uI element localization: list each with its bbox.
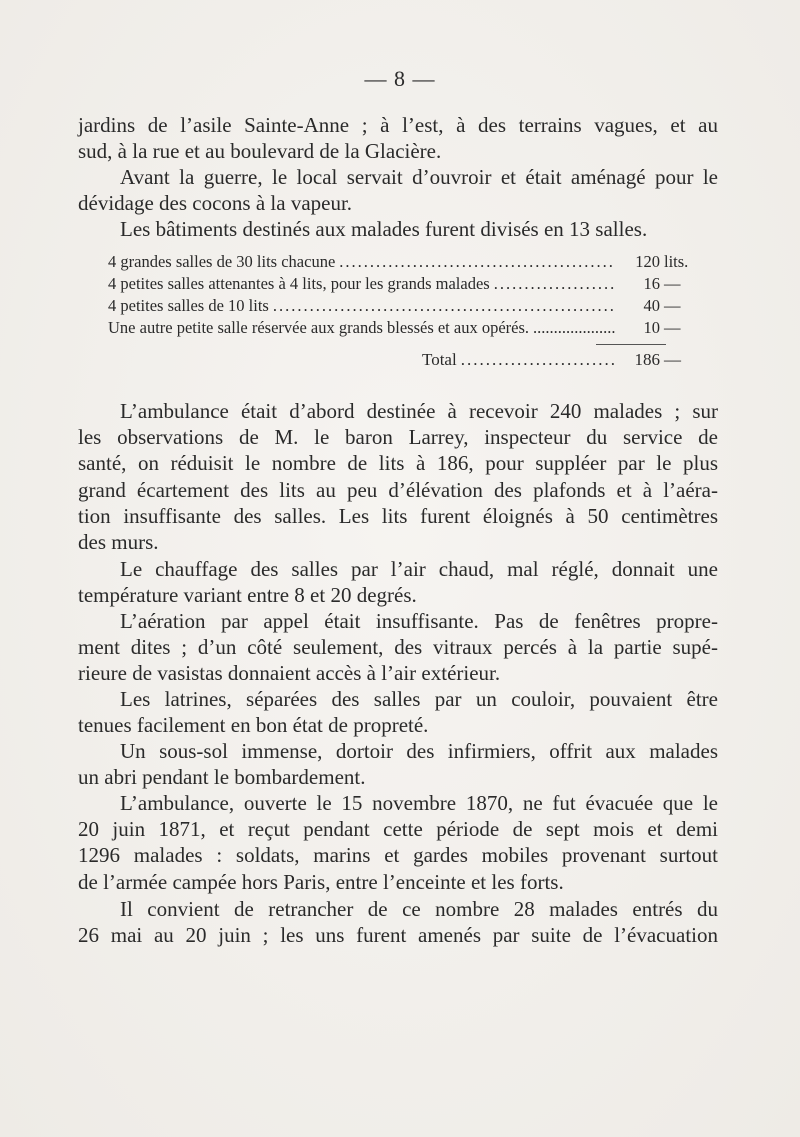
paragraph-continuation [78,112,718,164]
text-line: de l’armée campée hors Paris, entre l’enceinte et les forts. [78,869,564,894]
text-line: jardins de l’asile Sainte-Anne ; à l’est, à des terrains vagues, et au [78,113,718,137]
dot-leader [533,318,616,338]
row-label: 4 petites salles de 10 lits [108,296,269,315]
paragraph-ambulance [78,398,718,555]
text-line: Les latrines, séparées des salles par un couloir, pouvaient être [120,687,718,711]
total-unit: — [664,350,681,369]
row-count: 40 [643,296,660,315]
text-line: L’ambulance était d’abord destinée à recevoir 240 malades ; sur [120,399,718,423]
row-unit: — [664,296,681,315]
text-line: Avant la guerre, le local servait d’ouvroir et était aménagé pour le [120,165,718,189]
row-label: Une autre petite salle réservée aux grands blessés et aux opérés. [108,318,530,337]
dot-leader [273,296,616,316]
page-number: — 8 — [364,66,436,91]
text-line: sud, à la rue et au boulevard de la Glacière. [78,139,442,164]
text-line: 26 mai au 20 juin ; les uns furent amenés par suite de l’évacuation [78,923,718,948]
paragraph-heating [78,556,718,608]
row-count: 16 [643,274,660,293]
paragraph-latrines [78,686,718,738]
text-line: tenues facilement en bon état de propreté. [78,713,429,738]
text-line: Il convient de retrancher de ce nombre 28 malades entrés du [120,897,718,921]
paragraph-basement [78,738,718,790]
row-count: 120 [635,252,660,271]
text-line: grand écartement des lits au peu d’élévation des plafonds et à l’aéra- [78,477,718,502]
text-line: santé, on réduisit le nombre de lits à 186, pour suppléer par le plus [78,451,718,476]
paragraph-aeration [78,608,718,687]
row-label: 4 grandes salles de 30 lits chacune [108,252,336,271]
dot-leader [339,252,616,272]
text-line: tion insuffisante des salles. Les lits furent éloignés à 50 centimètres [78,503,718,528]
row-unit: — [664,318,681,337]
text-line: un abri pendant le bombardement. [78,765,366,790]
text-line: 1296 malades : soldats, marins et gardes mobiles provenant surtout [78,843,718,868]
row-label: 4 petites salles attenantes à 4 lits, pour les grands malades [108,274,490,293]
text-line: dévidage des cocons à la vapeur. [78,191,353,216]
text-line: 20 juin 1871, et reçut pendant cette période de sept mois et demi [78,817,718,842]
dot-leader [461,350,616,370]
table-row [108,318,708,340]
text-line: Les bâtiments destinés aux malades furent divisés en 13 salles. [120,217,648,241]
total-count: 186 [634,350,660,369]
text-line: des murs. [78,530,159,555]
paragraph-opening [78,790,718,895]
table-row [108,274,708,296]
text-line: les observations de M. le baron Larrey, inspecteur du service de [78,425,718,450]
table-row [108,296,708,318]
beds-table [108,252,708,340]
table-total-row [422,350,708,370]
text-line: L’aération par appel était insuffisante. Pas de fenêtres propre- [120,609,718,633]
paragraph-retrenchment [78,896,718,948]
text-line: température variant entre 8 et 20 degrés. [78,583,417,608]
paragraph-before-war [78,164,718,216]
text-line: Un sous-sol immense, dortoir des infirmiers, offrit aux malades [120,739,718,763]
dot-leader [494,274,616,294]
text-line: Le chauffage des salles par l’air chaud, mal réglé, donnait une [120,557,718,581]
text-line: ment dites ; d’un côté seulement, des vitraux percés à la partie supé- [78,635,718,660]
text-line: L’ambulance, ouverte le 15 novembre 1870, ne fut évacuée que le [120,791,718,815]
total-label: Total [422,350,457,369]
row-count: 10 [643,318,660,337]
paragraph-buildings [78,216,718,242]
text-line: rieure de vasistas donnaient accès à l’air extérieur. [78,661,501,686]
total-rule [596,344,666,345]
row-unit: — [664,274,681,293]
row-unit: lits. [664,252,689,271]
table-row [108,252,708,274]
